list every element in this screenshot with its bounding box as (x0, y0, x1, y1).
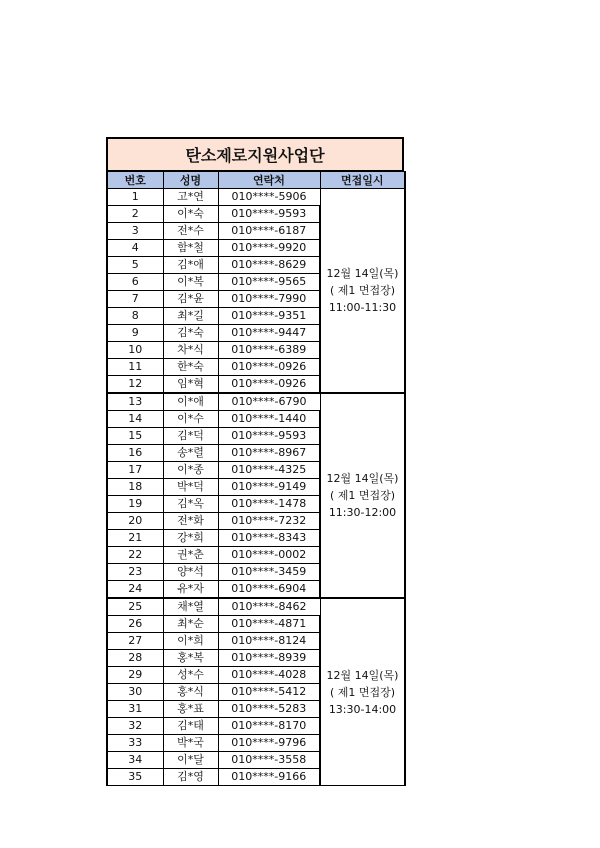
cell-no: 15 (107, 428, 163, 445)
cell-name: 홍*식 (163, 684, 218, 701)
cell-phone: 010****-9593 (218, 428, 320, 445)
cell-name: 이*달 (163, 752, 218, 769)
cell-phone: 010****-9593 (218, 206, 320, 223)
cell-phone: 010****-9351 (218, 308, 320, 325)
cell-name: 이*애 (163, 393, 218, 411)
cell-phone: 010****-8939 (218, 650, 320, 667)
cell-no: 18 (107, 479, 163, 496)
schedule-line: ( 제1 면접장) (329, 489, 396, 502)
cell-phone: 010****-4028 (218, 667, 320, 684)
cell-no: 32 (107, 718, 163, 735)
cell-no: 31 (107, 701, 163, 718)
cell-name: 김*애 (163, 257, 218, 274)
cell-no: 4 (107, 240, 163, 257)
cell-phone: 010****-9565 (218, 274, 320, 291)
cell-name: 최*순 (163, 616, 218, 633)
cell-phone: 010****-9166 (218, 769, 320, 786)
cell-phone: 010****-4325 (218, 462, 320, 479)
cell-phone: 010****-5412 (218, 684, 320, 701)
cell-no: 25 (107, 598, 163, 616)
cell-no: 22 (107, 547, 163, 564)
schedule-line: 12월 14일(목) (326, 472, 399, 485)
cell-no: 28 (107, 650, 163, 667)
cell-no: 10 (107, 342, 163, 359)
cell-phone: 010****-8967 (218, 445, 320, 462)
cell-phone: 010****-6187 (218, 223, 320, 240)
schedule-line: 12월 14일(목) (326, 668, 399, 682)
cell-phone: 010****-0002 (218, 547, 320, 564)
cell-name: 송*렬 (163, 445, 218, 462)
schedule-line: ( 제1 면접장) (329, 685, 396, 699)
schedule-line: 11:00-11:30 (328, 301, 397, 314)
interview-datetime-cell (320, 598, 405, 786)
cell-phone: 010****-6389 (218, 342, 320, 359)
cell-phone: 010****-5906 (218, 189, 320, 206)
cell-name: 유*자 (163, 581, 218, 599)
cell-phone: 010****-9920 (218, 240, 320, 257)
cell-name: 함*철 (163, 240, 218, 257)
cell-no: 2 (107, 206, 163, 223)
schedule-line: 12월 14일(목) (326, 267, 399, 280)
cell-name: 박*국 (163, 735, 218, 752)
cell-name: 김*태 (163, 718, 218, 735)
cell-name: 이*희 (163, 633, 218, 650)
cell-name: 양*석 (163, 564, 218, 581)
cell-name: 차*식 (163, 342, 218, 359)
cell-phone: 010****-5283 (218, 701, 320, 718)
schedule-table (106, 171, 406, 786)
cell-phone: 010****-7990 (218, 291, 320, 308)
cell-name: 임*혁 (163, 376, 218, 394)
cell-name: 채*열 (163, 598, 218, 616)
cell-no: 5 (107, 257, 163, 274)
cell-name: 이*종 (163, 462, 218, 479)
cell-name: 이*수 (163, 411, 218, 428)
cell-phone: 010****-6904 (218, 581, 320, 599)
cell-phone: 010****-1478 (218, 496, 320, 513)
cell-name: 권*춘 (163, 547, 218, 564)
cell-no: 3 (107, 223, 163, 240)
cell-name: 전*화 (163, 513, 218, 530)
cell-name: 홍*복 (163, 650, 218, 667)
schedule-line: 11:30-12:00 (328, 506, 397, 519)
cell-phone: 010****-0926 (218, 376, 320, 394)
cell-no: 27 (107, 633, 163, 650)
cell-no: 34 (107, 752, 163, 769)
cell-name: 전*수 (163, 223, 218, 240)
cell-name: 김*윤 (163, 291, 218, 308)
cell-phone: 010****-8629 (218, 257, 320, 274)
cell-no: 26 (107, 616, 163, 633)
cell-no: 35 (107, 769, 163, 786)
cell-phone: 010****-7232 (218, 513, 320, 530)
table-row (107, 393, 405, 411)
header-phone: 연락처 (218, 172, 320, 189)
header-name: 성명 (163, 172, 218, 189)
cell-phone: 010****-8462 (218, 598, 320, 616)
cell-name: 김*영 (163, 769, 218, 786)
cell-name: 이*숙 (163, 206, 218, 223)
cell-phone: 010****-8170 (218, 718, 320, 735)
schedule-line: ( 제1 면접장) (329, 284, 396, 297)
cell-phone: 010****-3558 (218, 752, 320, 769)
schedule-line: 13:30-14:00 (328, 702, 397, 716)
cell-no: 9 (107, 325, 163, 342)
cell-name: 이*복 (163, 274, 218, 291)
cell-no: 16 (107, 445, 163, 462)
header-no: 번호 (107, 172, 163, 189)
cell-no: 19 (107, 496, 163, 513)
cell-phone: 010****-1440 (218, 411, 320, 428)
table-body (107, 189, 405, 786)
cell-no: 12 (107, 376, 163, 394)
cell-no: 1 (107, 189, 163, 206)
cell-no: 24 (107, 581, 163, 599)
cell-phone: 010****-3459 (218, 564, 320, 581)
cell-no: 7 (107, 291, 163, 308)
cell-no: 20 (107, 513, 163, 530)
cell-no: 14 (107, 411, 163, 428)
cell-name: 최*길 (163, 308, 218, 325)
cell-name: 한*숙 (163, 359, 218, 376)
cell-phone: 010****-9796 (218, 735, 320, 752)
cell-no: 8 (107, 308, 163, 325)
cell-name: 김*덕 (163, 428, 218, 445)
cell-no: 30 (107, 684, 163, 701)
cell-no: 29 (107, 667, 163, 684)
cell-no: 23 (107, 564, 163, 581)
cell-no: 21 (107, 530, 163, 547)
cell-name: 김*옥 (163, 496, 218, 513)
interview-datetime-cell (320, 189, 405, 394)
header-datetime: 면접일시 (320, 172, 405, 189)
cell-no: 11 (107, 359, 163, 376)
cell-name: 고*연 (163, 189, 218, 206)
table-row (107, 598, 405, 616)
cell-no: 13 (107, 393, 163, 411)
cell-name: 홍*표 (163, 701, 218, 718)
cell-no: 33 (107, 735, 163, 752)
cell-phone: 010****-6790 (218, 393, 320, 411)
cell-phone: 010****-9149 (218, 479, 320, 496)
cell-name: 성*수 (163, 667, 218, 684)
cell-phone: 010****-4871 (218, 616, 320, 633)
cell-phone: 010****-9447 (218, 325, 320, 342)
header-row (107, 172, 405, 189)
cell-name: 강*희 (163, 530, 218, 547)
interview-datetime-cell (320, 393, 405, 598)
sheet-title: 탄소제로지원사업단 (106, 137, 404, 171)
cell-name: 김*숙 (163, 325, 218, 342)
cell-no: 17 (107, 462, 163, 479)
table-row (107, 189, 405, 206)
interview-schedule-sheet (106, 137, 404, 786)
cell-phone: 010****-8343 (218, 530, 320, 547)
cell-phone: 010****-8124 (218, 633, 320, 650)
cell-phone: 010****-0926 (218, 359, 320, 376)
cell-no: 6 (107, 274, 163, 291)
cell-name: 박*덕 (163, 479, 218, 496)
